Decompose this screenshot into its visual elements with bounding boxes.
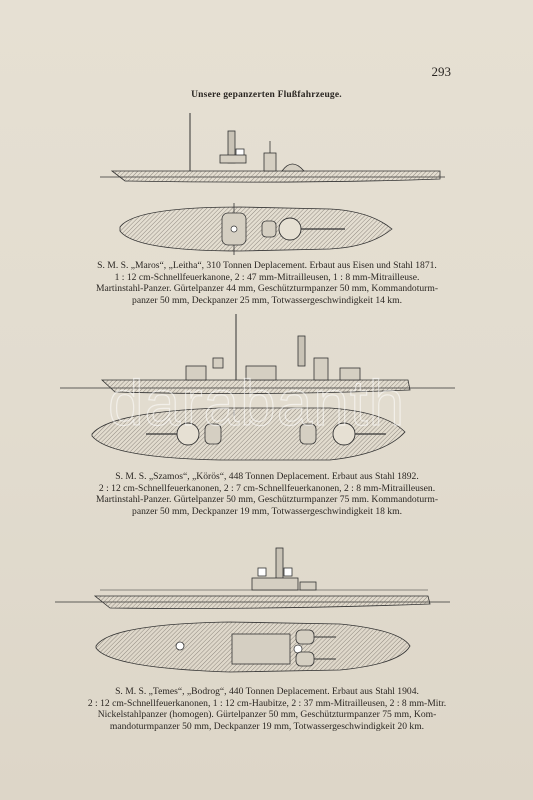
caption-line: Martinstahl-Panzer. Gürtelpanzer 44 mm, Geschützturmpanzer 50 mm, Kommandoturm-: [95, 283, 439, 295]
caption-line: Martinstahl-Panzer. Gürtelpanzer 50 mm, Geschützturmpanzer 75 mm. Kommandoturm-: [95, 494, 439, 506]
ship-3-drawing: [0, 540, 533, 685]
caption-line: S. M. S. „Temes“, „Bodrog“, 440 Tonnen Deplacement. Erbaut aus Stahl 1904.: [115, 686, 419, 697]
caption-line: 1 : 12 cm-Schnellfeuerkanone, 2 : 47 mm-Mitrailleusen, 1 : 8 mm-Mitrailleuse.: [114, 271, 420, 283]
watermark: darabanth: [108, 367, 406, 439]
ship-1-drawing: [0, 105, 533, 255]
ship-1-caption: [52, 260, 482, 306]
caption-line: 2 : 12 cm-Schnellfeuerkanonen, 2 : 7 cm-Schnellfeuerkanonen, 2 : 8 mm-Mitrailleusen.: [98, 482, 436, 494]
caption-line: panzer 50 mm, Deckpanzer 19 mm, Totwassergeschwindigkeit 18 km.: [132, 505, 402, 517]
caption-line: S. M. S. „Szamos“, „Körös“, 448 Tonnen Deplacement. Erbaut aus Stahl 1892.: [115, 471, 419, 482]
caption-line: mandoturmpanzer 50 mm, Deckpanzer 19 mm, Totwassergeschwindigkeit 20 km.: [109, 720, 425, 732]
caption-line: Nickelstahlpanzer (homogen). Gürtelpanzer 50 mm, Geschützturmpanzer 75 mm, Kom-: [97, 709, 437, 721]
ship-3-caption: [52, 686, 482, 732]
caption-line: S. M. S. „Maros“, „Leitha“, 310 Tonnen Deplacement. Erbaut aus Eisen und Stahl 1871.: [97, 260, 437, 271]
ship-2-caption: [52, 471, 482, 517]
caption-line: panzer 50 mm, Deckpanzer 25 mm, Totwassergeschwindigkeit 14 km.: [132, 294, 402, 306]
page-heading: Unsere gepanzerten Flußfahrzeuge.: [191, 90, 342, 100]
caption-line: 2 : 12 cm-Schnellfeuerkanonen, 1 : 12 cm-Haubitze, 2 : 37 mm-Mitrailleusen, 2 : 8 mm-Mitr.: [87, 697, 447, 709]
page-number: 293: [431, 64, 451, 79]
